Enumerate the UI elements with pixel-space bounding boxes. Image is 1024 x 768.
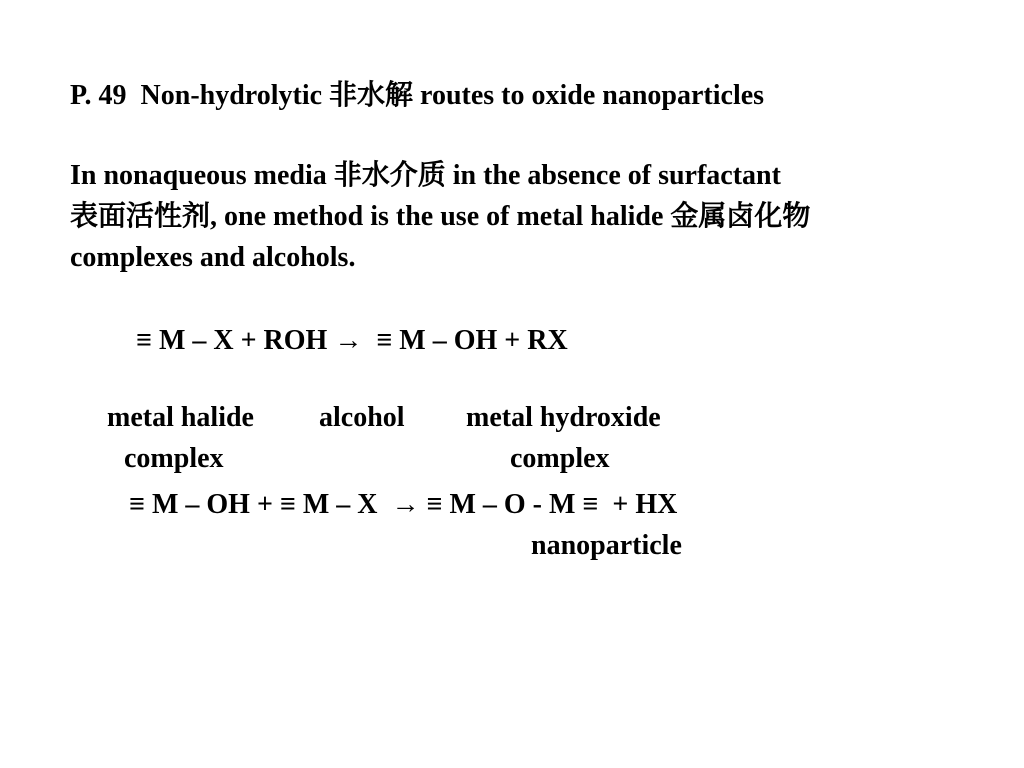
reaction-equation-2: ≡ M – OH + ≡ M – X → ≡ M – O - M ≡ + HX (129, 489, 678, 520)
body-paragraph-line-1: In nonaqueous media 非水介质 in the absence of surfactant (70, 160, 781, 191)
body-paragraph-line-2: 表面活性剂, one method is the use of metal halide 金属卤化物 (70, 201, 811, 232)
slide-title: P. 49 Non-hydrolytic 非水解 routes to oxide nanoparticles (70, 80, 765, 111)
label-complex-right: complex (510, 443, 610, 474)
label-metal-halide: metal halide (107, 402, 254, 433)
label-metal-hydroxide: metal hydroxide (466, 402, 661, 433)
body-paragraph-line-3: complexes and alcohols. (70, 242, 356, 273)
label-nanoparticle: nanoparticle (531, 530, 682, 561)
reaction-equation-1: ≡ M – X + ROH → ≡ M – OH + RX (136, 325, 568, 356)
label-complex-left: complex (124, 443, 224, 474)
label-alcohol: alcohol (319, 402, 405, 433)
